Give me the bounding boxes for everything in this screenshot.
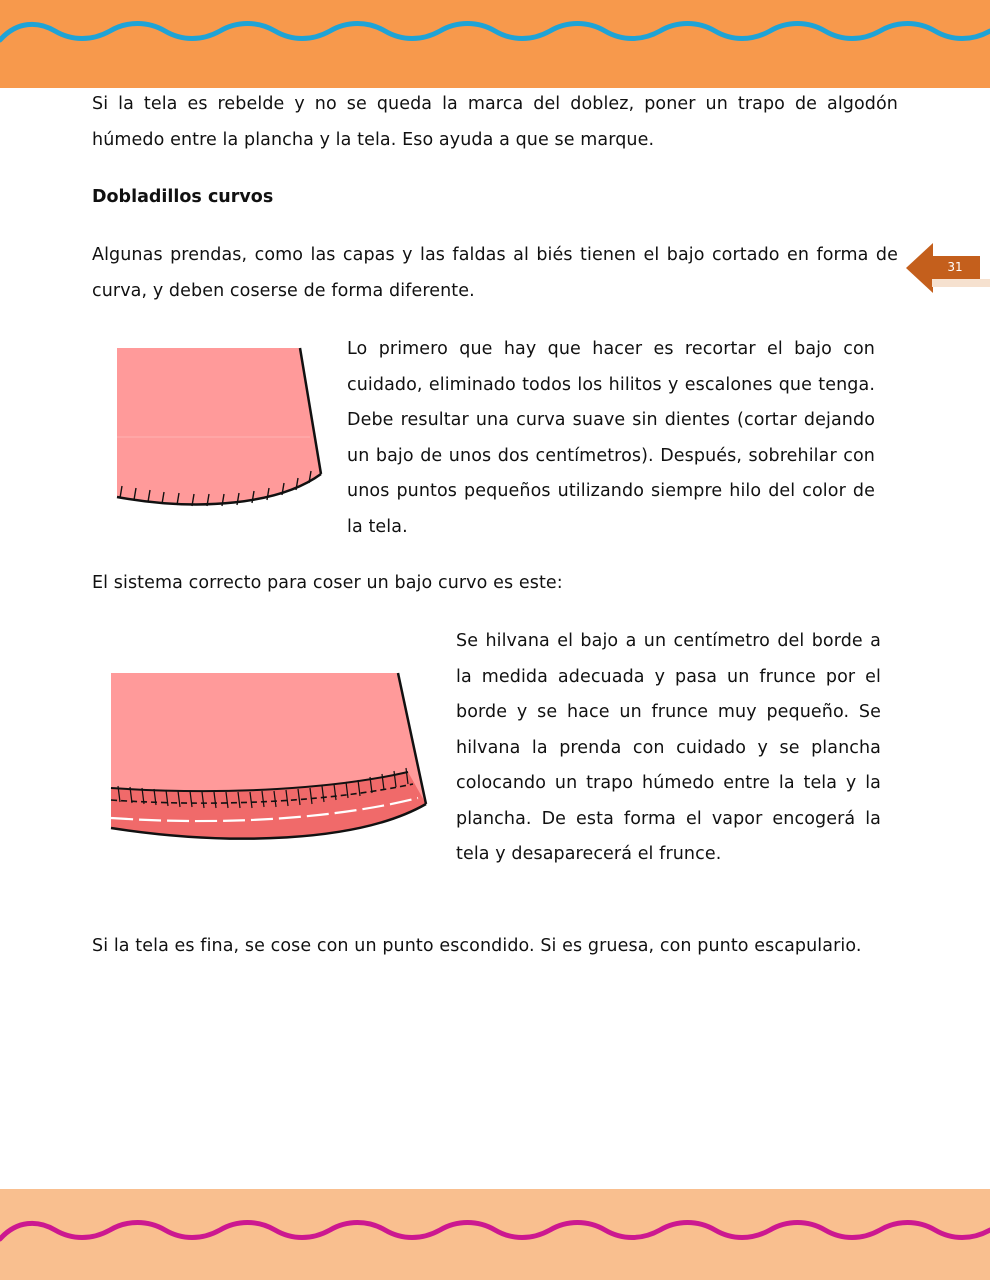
top-wave-decoration <box>0 0 990 88</box>
section-heading: Dobladillos curvos <box>92 187 274 207</box>
paragraph-correct-system: El sistema correcto para coser un bajo curvo es este: <box>92 573 563 593</box>
paragraph-trim-and-overlock: Lo primero que hay que hacer es recortar el bajo con cuidado, eliminado todos los hilitos y escalones que tenga. Debe resultar una curva suave sin dientes (cortar dejando un bajo de unos dos centímetros). Después, sobrehilar con unos puntos pequeños utilizando siempre hilo del color de la tela. <box>347 339 875 537</box>
paragraph-stitch-type: Si la tela es fina, se cose con un punto escondido. Si es gruesa, con punto escapulario. <box>92 936 862 956</box>
footer-band <box>0 1189 990 1280</box>
bottom-wave-decoration <box>0 1189 990 1280</box>
header-band <box>0 0 990 88</box>
page-number: 31 <box>947 260 963 274</box>
curved-hem-overlock-illustration <box>110 340 330 525</box>
paragraph-baste-and-gather: Se hilvana el bajo a un centímetro del borde a la medida adecuada y pasa un frunce por el borde y se hace un frunce muy pequeño. Se hilvana la prenda con cuidado y se plancha colocando un trapo húmedo entre la tela y la plancha. De esta forma el vapor encogerá la tela y desaparecerá el frunce. <box>456 631 881 864</box>
paragraph-curved-hems-intro: Algunas prendas, como las capas y las faldas al biés tienen el bajo cortado en forma de curva, y deben coserse de forma diferente. <box>92 245 898 301</box>
paragraph-ironing-tip: Si la tela es rebelde y no se queda la marca del doblez, poner un trapo de algodón húmedo entre la plancha y la tela. Eso ayuda a que se marque. <box>92 94 898 150</box>
curved-hem-gathered-illustration <box>108 668 438 853</box>
